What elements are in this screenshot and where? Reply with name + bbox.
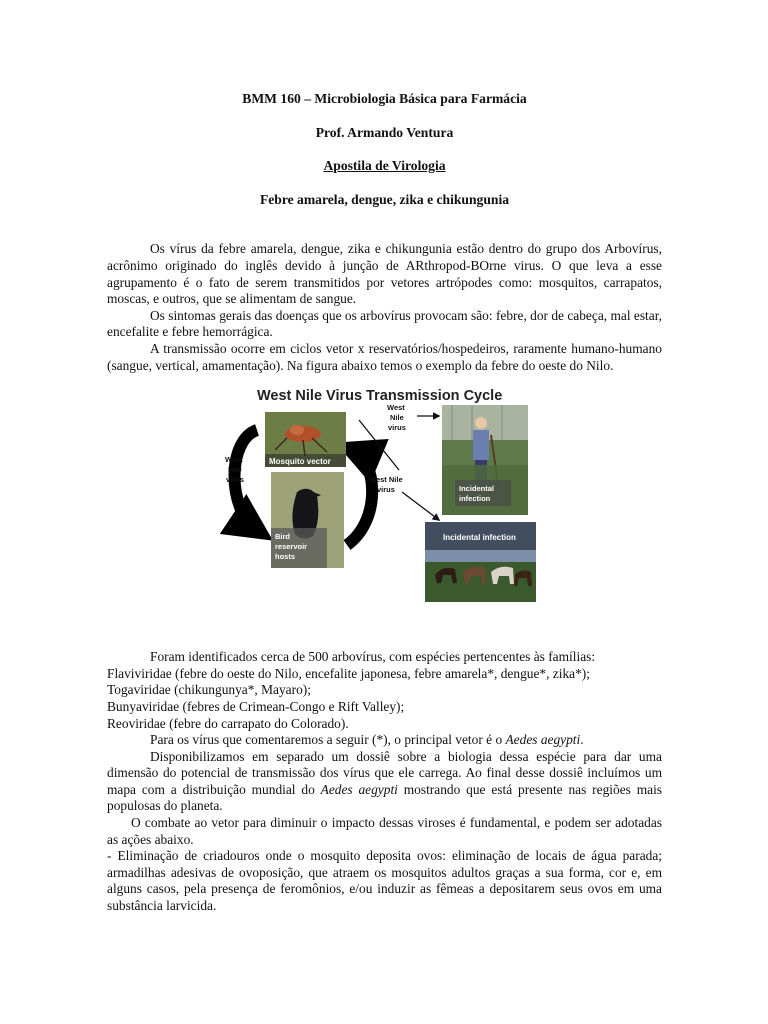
family-reoviridae: Reoviridae (febre do carrapato do Colorado). [107,715,349,731]
family-bunyaviridae: Bunyaviridae (febres de Crimean-Congo e Rift Valley); [107,698,405,714]
label-mosquito-vector: Mosquito vector [269,457,331,467]
label-human-line2: infection [459,494,491,504]
arrow-top-label-2: Nile [390,413,404,423]
handout-title: Apostila de Virologia [323,158,446,174]
arrow-mid-label-2: virus [377,485,395,495]
dossie-text: Disponibilizamos em separado um dossiê sobre a biologia dessa espécie para dar uma dimensão do potencial de transmissão dos vírus que ele carrega. Ao final desse dossiê incluímos um mapa com a distribuição mundial do [107,748,662,797]
families-intro: Foram identificados cerca de 500 arbovírus, com espécies pertencentes às famílias: [150,649,596,665]
dossie-species: Aedes aegypti [320,781,398,797]
vector-text-end: . [580,732,584,748]
arrow-top-label-1: West [387,403,405,413]
vector-text: Para os vírus que comentaremos a seguir (*), o principal vetor é o [150,732,506,748]
horses-photo [425,522,536,602]
figure-title: West Nile Virus Transmission Cycle [257,388,503,405]
label-human-line1: Incidental [459,484,495,494]
eliminacao-paragraph: - Eliminação de criadouros onde o mosquito deposita ovos: eliminação de locais de água parada; armadilhas adesivas de ovoposição, que atraem os mosquitos adultos graças a sua forma, cor e, em alguns casos, pela presença de feromônios, e/ou induzir as fêmeas a depositarem seus ovos em uma substância larvicida. [107,848,662,914]
arrow-left-label-2: Nile [228,465,242,475]
bird-photo [271,472,344,568]
west-nile-figure [107,380,662,645]
families-list [107,666,662,732]
cycle-arrow-right [347,450,372,545]
arrow-mid-label-1: West Nile [369,475,403,485]
family-flaviviridae: Flaviviridae (febre do oeste do Nilo, encefalite japonesa, febre amarela*, dengue*, zika*); [107,665,590,681]
mosquito-photo [265,412,346,467]
combate-paragraph: O combate ao vetor para diminuir o impacto dessas viroses é fundamental, e podem ser adotadas as ações abaixo. [107,815,662,847]
document-page [107,88,662,915]
label-bird-line2: reservoir [275,542,308,552]
human-photo [442,405,528,515]
arrow-top-label-3: virus [388,423,406,433]
dossie-paragraph [107,749,662,815]
professor-name: Prof. Armando Ventura [315,124,454,140]
intro-paragraph-3: A transmissão ocorre em ciclos vetor x reservatórios/hospedeiros, raramente humano-humano (sangue, vertical, amamentação). Na figura abaixo temos o exemplo da febre do oeste do Nilo. [107,340,662,373]
intro-paragraph-1: Os vírus da febre amarela, dengue, zika e chikungunia estão dentro do grupo dos Arbovírus, acrônimo originado do inglês devido à junção de ARthropod-BOrne virus. O que leva a esse agrupamento é o fato de serem transmitidos por vetores artrópodes como: mosquitos, carrapatos, moscas, e outros, que se alimentam de sangue. [107,241,662,307]
vector-paragraph [107,732,662,749]
arrow-left-label-1: West [225,455,243,465]
family-togaviridae: Togaviridae (chikungunya*, Mayaro); [107,682,311,698]
vector-species: Aedes aegypti [505,732,581,748]
label-bird-line1: Bird [275,532,290,542]
dossie-text-end: mostrando que está presente nas regiões mais populosas do planeta. [107,781,662,814]
arrow-left-label-3: virus [226,475,244,485]
arrow-to-horses [402,492,439,520]
topic-heading: Febre amarela, dengue, zika e chikungunia [259,191,510,207]
label-horse-infection: Incidental infection [443,533,516,543]
intro-paragraph-2: Os sintomas gerais das doenças que os arbovírus provocam são: febre, dor de cabeça, mal estar, encefalite e febre hemorrágica. [107,307,662,340]
label-bird-line3: hosts [275,552,296,562]
course-title: BMM 160 – Microbiologia Básica para Farmácia [242,91,527,106]
